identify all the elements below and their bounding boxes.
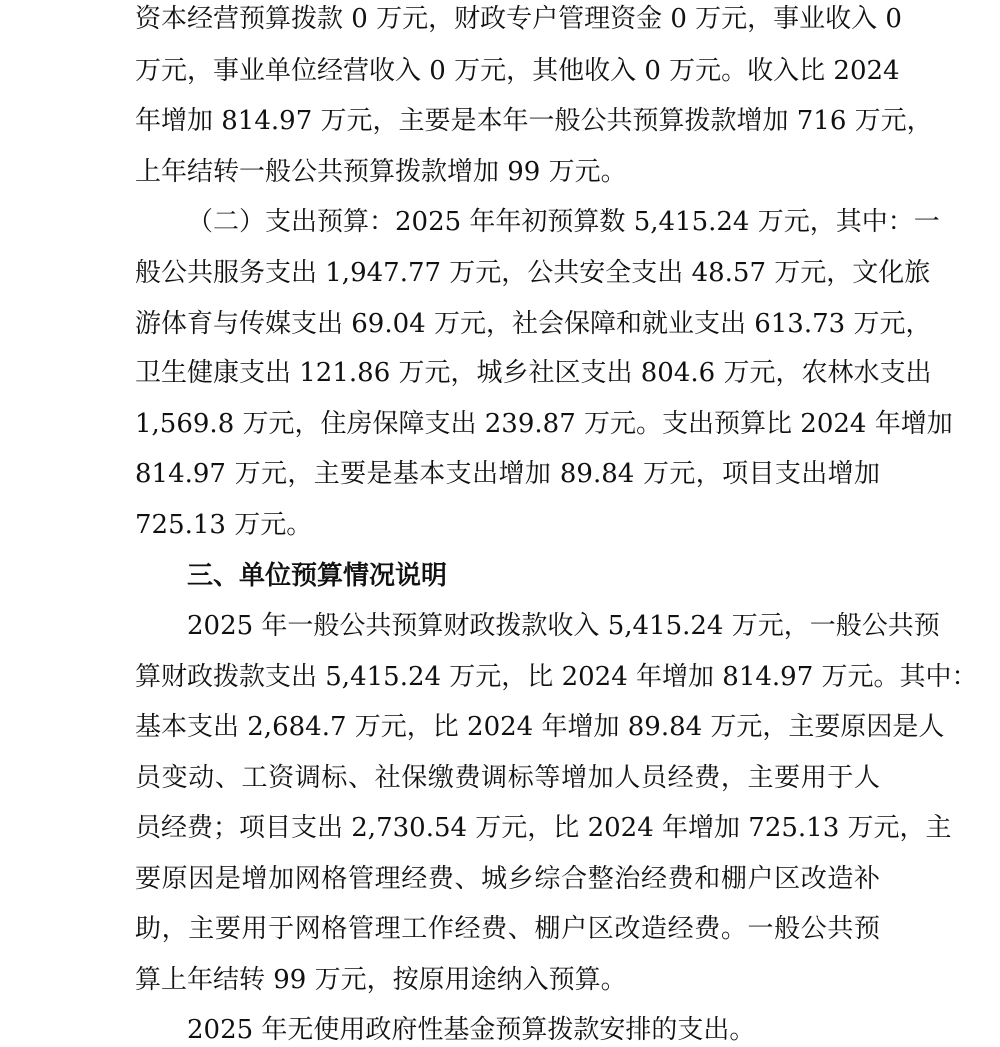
paragraph-line: 算上年结转 99 万元，按原用途纳入预算。	[135, 965, 627, 995]
paragraph-line-expenditure-heading: （二）支出预算：2025 年年初预算数 5,415.24 万元，其中：一	[187, 207, 940, 237]
paragraph-line: 基本支出 2,684.7 万元，比 2024 年增加 89.84 万元，主要原因是人	[135, 712, 945, 742]
paragraph-line: 万元，事业单位经营收入 0 万元，其他收入 0 万元。收入比 2024	[135, 56, 900, 86]
paragraph-line: 814.97 万元，主要是基本支出增加 89.84 万元，项目支出增加	[135, 459, 880, 489]
paragraph-line: 员经费；项目支出 2,730.54 万元，比 2024 年增加 725.13 万元，主	[135, 813, 952, 843]
paragraph-line: 般公共服务支出 1,947.77 万元，公共安全支出 48.57 万元，文化旅	[135, 258, 931, 288]
paragraph-line: 上年结转一般公共预算拨款增加 99 万元。	[135, 157, 627, 187]
paragraph-line: 卫生健康支出 121.86 万元，城乡社区支出 804.6 万元，农林水支出	[135, 358, 932, 388]
paragraph-line: 助，主要用于网格管理工作经费、棚户区改造经费。一般公共预	[135, 914, 880, 944]
paragraph-line: 2025 年无使用政府性基金预算拨款安排的支出。	[187, 1015, 756, 1045]
paragraph-line: 1,569.8 万元，住房保障支出 239.87 万元。支出预算比 2024 年增加	[135, 409, 953, 439]
paragraph-line: 算财政拨款支出 5,415.24 万元，比 2024 年增加 814.97 万元。其中：	[135, 662, 978, 692]
section-heading: 三、单位预算情况说明	[187, 561, 448, 591]
paragraph-line: 725.13 万元。	[135, 510, 313, 540]
paragraph-line: 员变动、工资调标、社保缴费调标等增加人员经费，主要用于人	[135, 763, 880, 793]
paragraph-line: 资本经营预算拨款 0 万元，财政专户管理资金 0 万元，事业收入 0	[135, 4, 902, 34]
paragraph-line: 游体育与传媒支出 69.04 万元，社会保障和就业支出 613.73 万元，	[135, 309, 932, 339]
paragraph-line: 2025 年一般公共预算财政拨款收入 5,415.24 万元，一般公共预	[187, 611, 940, 641]
paragraph-line: 年增加 814.97 万元，主要是本年一般公共预算拨款增加 716 万元，	[135, 106, 933, 136]
paragraph-line: 要原因是增加网格管理经费、城乡综合整治经费和棚户区改造补	[135, 864, 880, 894]
